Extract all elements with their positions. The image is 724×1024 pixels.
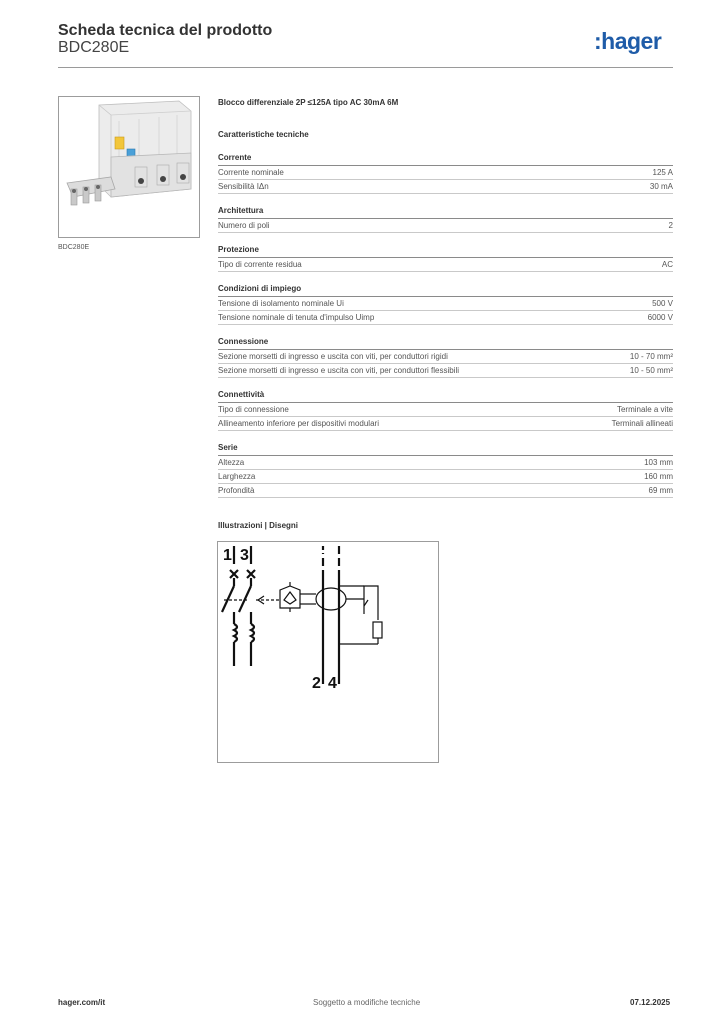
spec-label: Corrente nominale: [218, 168, 284, 177]
terminal-label-4: 4: [328, 675, 337, 692]
specs-content: [218, 96, 673, 498]
product-illustration: [59, 97, 199, 237]
spec-value: 10 - 50 mm²: [629, 366, 673, 375]
page-title: Scheda tecnica del prodotto: [58, 22, 273, 39]
spec-row: [218, 470, 673, 484]
spec-row: [218, 219, 673, 233]
section-title: Condizioni di impiego: [218, 283, 673, 297]
terminal-label-2: 2: [312, 675, 321, 692]
spec-value: Terminali allineati: [611, 419, 673, 428]
section-title: Serie: [218, 442, 673, 456]
wiring-diagram: [217, 541, 439, 763]
brand-logo: [594, 28, 661, 55]
spec-label: Sezione morsetti di ingresso e uscita con viti, per conduttori rigidi: [218, 352, 448, 361]
footer-date: 07.12.2025: [630, 998, 671, 1007]
spec-value: 2: [668, 221, 673, 230]
footer-note: Soggetto a modifiche tecniche: [313, 998, 421, 1007]
spec-label: Tensione nominale di tenuta d'impulso Uimp: [218, 313, 375, 322]
spec-value: 160 mm: [644, 472, 673, 481]
spec-label: Profondità: [218, 486, 255, 495]
spec-section-connessione: [218, 336, 673, 378]
product-description: Blocco differenziale 2P ≤125A tipo AC 30mA 6M: [218, 98, 399, 107]
spec-label: Tensione di isolamento nominale Ui: [218, 299, 344, 308]
spec-section-protezione: [218, 244, 673, 272]
section-title: Connessione: [218, 336, 673, 350]
illustrations-heading: Illustrazioni | Disegni: [218, 521, 299, 530]
logo-text: hager: [601, 28, 662, 54]
section-title: Protezione: [218, 244, 673, 258]
spec-section-architettura: [218, 205, 673, 233]
spec-section-serie: [218, 442, 673, 498]
spec-value: AC: [661, 260, 673, 269]
section-title: Corrente: [218, 152, 673, 166]
spec-section-corrente: [218, 152, 673, 194]
spec-label: Tipo di connessione: [218, 405, 289, 414]
spec-value: Terminale a vite: [616, 405, 673, 414]
spec-label: Allineamento inferiore per dispositivi modulari: [218, 419, 379, 428]
product-code: BDC280E: [58, 39, 130, 56]
footer-website[interactable]: hager.com/it: [58, 998, 106, 1007]
spec-section-connettivita: [218, 389, 673, 431]
logo-prefix: :: [594, 28, 602, 54]
spec-row: [218, 311, 673, 325]
spec-row: [218, 403, 673, 417]
spec-row: [218, 180, 673, 194]
section-title: Architettura: [218, 205, 673, 219]
spec-row: [218, 350, 673, 364]
spec-value: 10 - 70 mm²: [629, 352, 673, 361]
image-caption: BDC280E: [58, 244, 90, 251]
spec-label: Tipo di corrente residua: [218, 260, 302, 269]
spec-row: [218, 484, 673, 498]
spec-value: 500 V: [652, 299, 673, 308]
spec-row: [218, 166, 673, 180]
spec-value: 6000 V: [647, 313, 673, 322]
terminal-label-3: 3: [240, 547, 249, 564]
wiring-schematic: [218, 542, 438, 762]
spec-row: [218, 297, 673, 311]
spec-value: 125 A: [652, 168, 673, 177]
spec-row: [218, 456, 673, 470]
spec-row: [218, 417, 673, 431]
spec-label: Altezza: [218, 458, 245, 467]
product-image: [58, 96, 200, 238]
spec-label: Sezione morsetti di ingresso e uscita con viti, per conduttori flessibili: [218, 366, 459, 375]
spec-row: [218, 258, 673, 272]
spec-label: Sensibilità IΔn: [218, 182, 269, 191]
spec-value: 69 mm: [648, 486, 673, 495]
section-title: Connettività: [218, 389, 673, 403]
spec-row: [218, 364, 673, 378]
spec-value: 30 mA: [649, 182, 673, 191]
technical-heading: Caratteristiche tecniche: [218, 130, 309, 139]
header-divider: [58, 67, 673, 68]
spec-label: Larghezza: [218, 472, 256, 481]
spec-section-condizioni: [218, 283, 673, 325]
terminal-label-1: 1: [223, 547, 232, 564]
spec-value: 103 mm: [644, 458, 673, 467]
spec-label: Numero di poli: [218, 221, 270, 230]
